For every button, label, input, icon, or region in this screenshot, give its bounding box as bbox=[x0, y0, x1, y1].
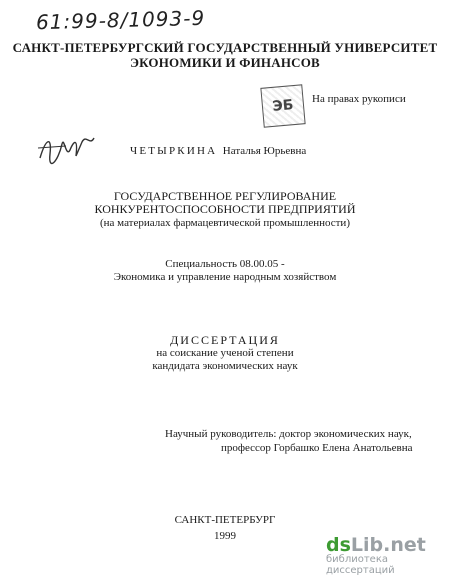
specialty-code: Специальность 08.00.05 - bbox=[165, 258, 285, 270]
handwritten-signature bbox=[36, 128, 98, 168]
thesis-title-line-1: ГОСУДАРСТВЕННОЕ РЕГУЛИРОВАНИЕ bbox=[113, 189, 337, 203]
dslib-watermark-logo bbox=[326, 534, 450, 576]
author-surname: ЧЕТЫРКИНА bbox=[130, 145, 218, 157]
advisor-line-1: Научный руководитель: доктор экономических наук, bbox=[165, 428, 412, 440]
stamp-text: ЭБ bbox=[271, 97, 295, 115]
logo-tagline: библиотека диссертаций bbox=[326, 554, 395, 576]
scientific-advisor bbox=[165, 427, 412, 455]
specialty-name: Экономика и управление народным хозяйством bbox=[113, 271, 337, 283]
year: 1999 bbox=[214, 530, 236, 542]
logo-prefix: ds bbox=[326, 534, 351, 556]
handwritten-archive-code: 61:99-8/1093-9 bbox=[35, 5, 206, 35]
author-name bbox=[130, 145, 306, 157]
university-name-line-1: САНКТ-ПЕТЕРБУРГСКИЙ ГОСУДАРСТВЕННЫЙ УНИВЕРСИТЕТ bbox=[12, 40, 438, 55]
thesis-title-line-2: КОНКУРЕНТОСПОСОБНОСТИ ПРЕДПРИЯТИЙ bbox=[94, 202, 356, 216]
logo-suffix: Lib.net bbox=[350, 534, 426, 556]
author-given-names: Наталья Юрьевна bbox=[222, 145, 307, 157]
degree-line-1: на соискание ученой степени bbox=[156, 347, 294, 359]
advisor-line-2: профессор Горбашко Елена Анатольевна bbox=[221, 442, 413, 454]
dissertation-heading: ДИССЕРТАЦИЯ bbox=[170, 333, 280, 347]
city: САНКТ-ПЕТЕРБУРГ bbox=[174, 514, 276, 526]
thesis-title-line-3: (на материалах фармацевтической промышленности) bbox=[100, 217, 350, 229]
manuscript-rights-label: На правах рукописи bbox=[312, 93, 406, 105]
university-name-line-2: ЭКОНОМИКИ И ФИНАНСОВ bbox=[130, 55, 320, 70]
degree-line-2: кандидата экономических наук bbox=[152, 360, 298, 372]
library-stamp bbox=[260, 84, 305, 128]
